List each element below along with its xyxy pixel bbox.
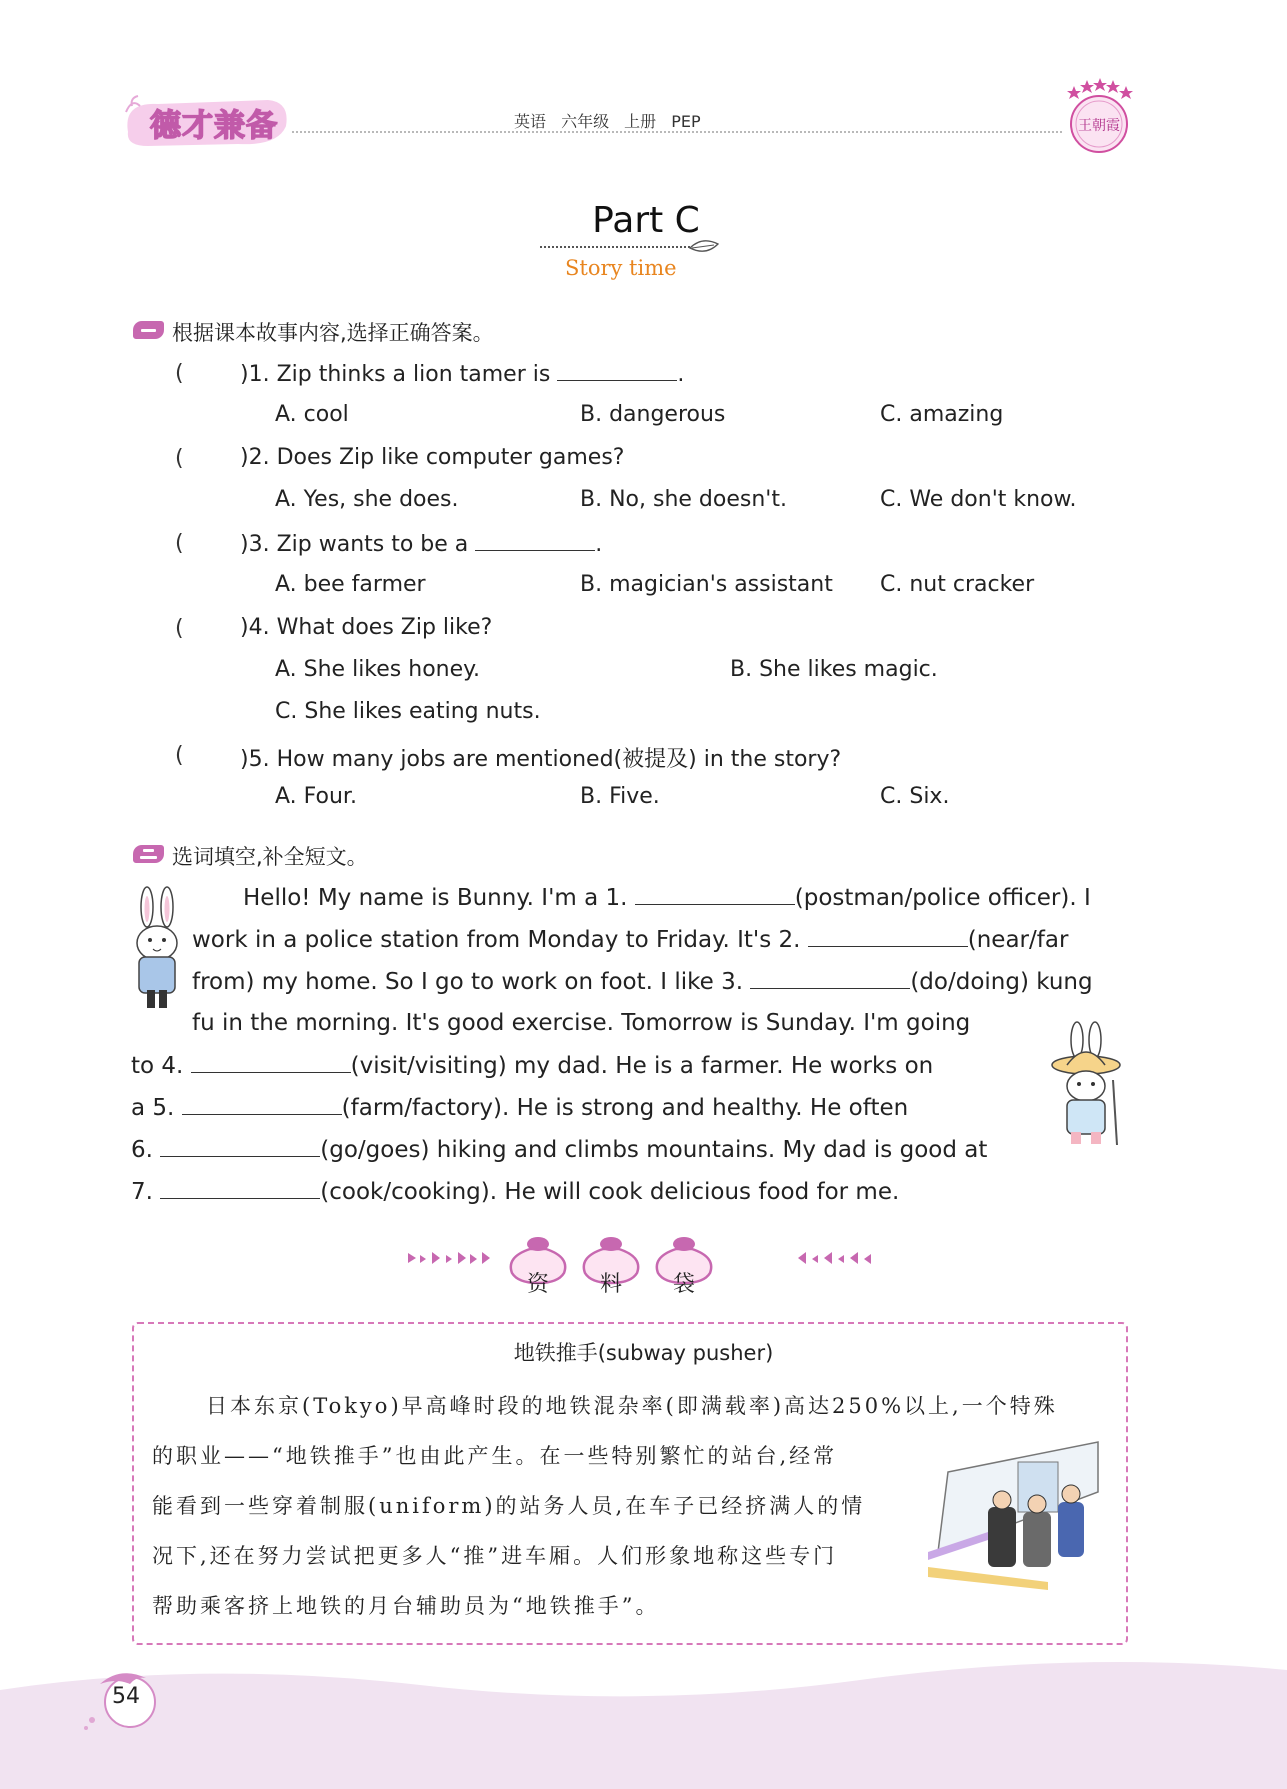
question-text: What does Zip like? [276,615,493,640]
question-text: Does Zip like computer games? [276,445,625,470]
option-a: A. Yes, she does. [275,487,459,512]
passage-line-3: from) my home. So I go to work on foot. I like 3. (do/doing) kung [192,969,1093,995]
fill-blank-4[interactable] [191,1052,351,1073]
logo-text: 德才兼备 [150,108,278,144]
answer-paren: ( [175,616,184,641]
fill-blank-5[interactable] [182,1094,342,1115]
passage-line-6: a 5. (farm/factory). He is strong and healthy. He often [131,1095,909,1121]
passage-line-4: fu in the morning. It's good exercise. Tomorrow is Sunday. I'm going [192,1010,971,1036]
question-2 [240,445,624,470]
subway-pusher-illustration [928,1432,1108,1592]
header-subject: 英语 六年级 上册 PEP [514,112,701,131]
question-number: )1. [240,362,270,387]
bunny-police-illustration [125,885,190,1015]
title-underline [540,246,690,248]
option-a: A. cool [275,402,349,427]
info-line-2: 的职业——“地铁推手”也由此产生。在一些特别繁忙的站台,经常 [152,1444,838,1468]
option-a: A. Four. [275,784,357,809]
section-two-badge [133,845,164,863]
passage-line-5: to 4. (visit/visiting) my dad. He is a farmer. He works on [131,1053,934,1079]
info-bag-char: 袋 [673,1272,696,1297]
passage-line-1: Hello! My name is Bunny. I'm a 1. (postman/police officer). I [243,885,1091,911]
question-4 [240,615,492,640]
bunny-farmer-illustration [1045,1020,1130,1150]
option-c: C. amazing [880,402,1004,427]
option-b: B. magician's assistant [580,572,833,597]
option-a: A. bee farmer [275,572,426,597]
option-b: B. No, she doesn't. [580,487,787,512]
answer-paren: ( [175,446,184,471]
question-number: )4. [240,615,270,640]
answer-blank[interactable] [557,360,677,381]
info-line-5: 帮助乘客挤上地铁的月台辅助员为“地铁推手”。 [152,1594,660,1618]
section-one-title: 根据课本故事内容,选择正确答案。 [172,321,494,345]
option-b: B. dangerous [580,402,726,427]
fill-blank-2[interactable] [808,926,968,947]
svg-text:王朝霞: 王朝霞 [1078,118,1120,134]
question-number: )2. [240,445,270,470]
fill-blank-6[interactable] [160,1136,320,1157]
passage-line-2: work in a police station from Monday to Friday. It's 2. (near/far [192,927,1069,953]
question-number: )5. [240,747,270,772]
question-number: )3. [240,532,270,557]
footer-wave [0,1640,1287,1789]
answer-blank[interactable] [475,530,595,551]
section-two-title: 选词填空,补全短文。 [172,845,368,869]
option-b: B. She likes magic. [730,657,938,682]
option-b: B. Five. [580,784,660,809]
answer-paren: ( [175,531,184,556]
info-header-decoration [400,1235,880,1285]
question-1: )1. Zip thinks a lion tamer is . [240,362,685,387]
fill-blank-3[interactable] [750,968,910,989]
info-title: 地铁推手(subway pusher) [513,1341,774,1365]
info-line-4: 况下,还在努力尝试把更多人“推”进车厢。人们形象地称这些专门 [152,1544,838,1568]
option-a: A. She likes honey. [275,657,481,682]
question-3: )3. Zip wants to be a . [240,532,603,557]
option-c: C. nut cracker [880,572,1035,597]
question-5 [240,742,841,773]
author-badge [1060,76,1138,158]
passage-line-8: 7. (cook/cooking). He will cook delicious food for me. [131,1179,900,1205]
section-one-badge [133,321,164,339]
info-bag-char: 资 [527,1272,550,1297]
info-bag-char: 料 [600,1272,623,1297]
option-c: C. Six. [880,784,950,809]
leaf-icon [688,236,722,256]
option-c: C. She likes eating nuts. [275,699,541,724]
page-title: Part C [592,200,700,241]
fill-blank-7[interactable] [160,1178,320,1199]
info-line-1: 日本东京(Tokyo)早高峰时段的地铁混杂率(即满载率)高达250%以上,一个特殊 [206,1394,1058,1418]
fill-blank-1[interactable] [635,884,795,905]
answer-paren: ( [175,361,184,386]
question-text: Zip wants to be a [276,532,469,557]
passage-line-7: 6. (go/goes) hiking and climbs mountains. My dad is good at [131,1137,988,1163]
page-number: 54 [112,1684,140,1709]
page-subtitle: Story time [565,256,677,280]
answer-paren: ( [175,743,184,768]
question-text: How many jobs are mentioned(被提及) in the story? [276,747,842,772]
question-text: Zip thinks a lion tamer is [276,362,551,387]
info-line-3: 能看到一些穿着制服(uniform)的站务人员,在车子已经挤满人的情 [152,1494,866,1518]
option-c: C. We don't know. [880,487,1077,512]
